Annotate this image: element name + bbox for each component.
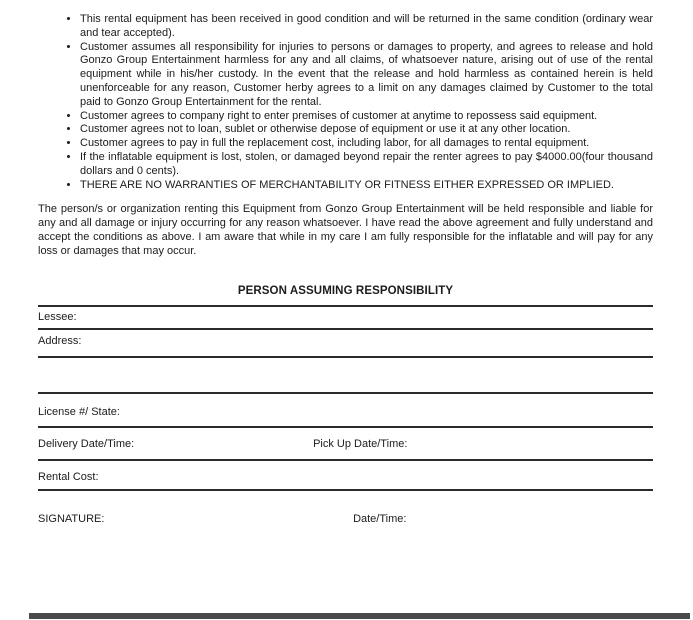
term-item: • Customer agrees to company right to enter premises of customer at anytime to repossess said equipment.	[80, 110, 653, 124]
term-item: • This rental equipment has been received in good condition and will be returned in the same condition (ordinary wear and tear accepted).	[80, 13, 653, 41]
field-row-address	[38, 328, 653, 356]
license-state-label: License #/ State:	[38, 406, 120, 419]
responsibility-form	[38, 305, 653, 534]
responsibility-paragraph: The person/s or organization renting this Equipment from Gonzo Group Entertainment will be held responsible and liable for any and all damage or injury occurring for any reason whatsoever. I have read the above agreement and fully understand and accept the conditions as above. I am aware that while in my care I am fully responsible for the inflatable and will pay for any loss or damages that may occur.	[38, 203, 653, 257]
delivery-datetime-label: Delivery Date/Time:	[38, 438, 135, 451]
field-row-signature	[38, 489, 653, 534]
rental-cost-label: Rental Cost:	[38, 471, 99, 484]
term-item: • THERE ARE NO WARRANTIES OF MERCHANTABILITY OR FITNESS EITHER EXPRESSED OR IMPLIED.	[80, 179, 653, 193]
term-item: • If the inflatable equipment is lost, stolen, or damaged beyond repair the renter agrees to pay $4000.00(four thousand dollars and 0 cents).	[80, 151, 653, 179]
form-title: PERSON ASSUMING RESPONSIBILITY	[237, 284, 454, 297]
field-row-lessee	[38, 305, 653, 328]
address-label: Address:	[38, 335, 82, 348]
term-item: • Customer agrees to pay in full the replacement cost, including labor, for all damages to rental equipment.	[80, 137, 653, 151]
field-row-rental-cost	[38, 459, 653, 489]
terms-list	[38, 13, 653, 192]
term-item: • Customer assumes all responsibility for injuries to persons or damages to property, and agrees to release and hold Gonzo Group Entertainment harmless for any and all claims, of whatsoever nature, arising out of use of the rental equipment while in his/her custody. In the event that the release and hold harmless as contained herein is held unenforceable for any reason, Customer herby agrees to a limit on any damages claimed by Customer to the total paid to Gonzo Group Entertainment for the rental.	[80, 41, 653, 110]
field-row-license	[38, 392, 653, 426]
window-bottom-edge	[29, 613, 690, 619]
term-item: • Customer agrees not to loan, sublet or otherwise depose of equipment or use it at any other location.	[80, 123, 653, 137]
signature-label: SIGNATURE:	[38, 513, 105, 526]
lessee-label: Lessee:	[38, 311, 77, 324]
field-row-address-blank	[38, 356, 653, 392]
pickup-datetime-label: Pick Up Date/Time:	[313, 438, 408, 451]
field-row-delivery-pickup	[38, 426, 653, 459]
signature-datetime-label: Date/Time:	[353, 513, 407, 526]
